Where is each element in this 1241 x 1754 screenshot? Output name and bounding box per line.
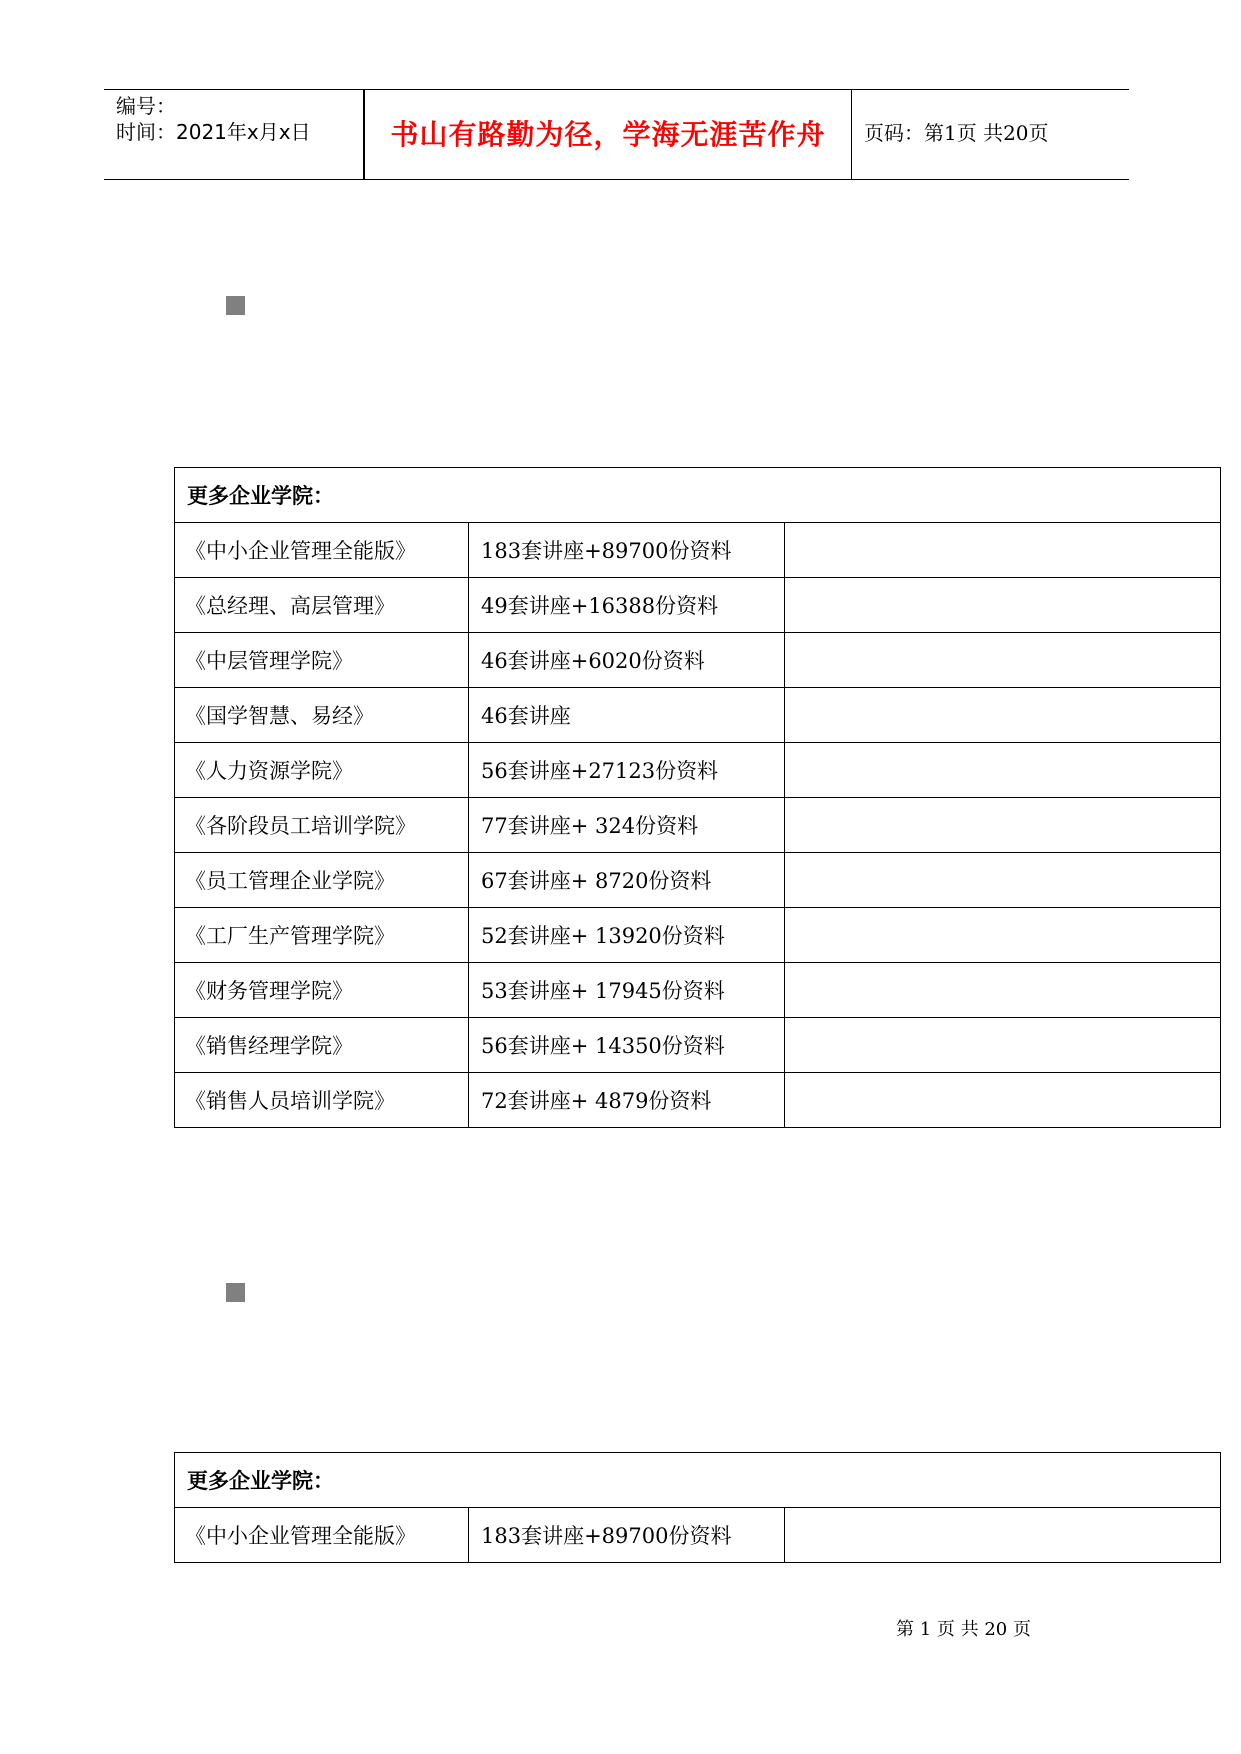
academy-table-continued	[174, 1452, 1221, 1563]
document-time-label: 时间：2021年x月x日	[116, 120, 311, 144]
academy-extra	[785, 963, 1221, 1018]
academy-extra	[785, 1018, 1221, 1073]
table-row	[175, 853, 1221, 908]
table-row	[175, 578, 1221, 633]
academy-content: 77套讲座+ 324份资料	[469, 798, 785, 853]
academy-content: 56套讲座+ 14350份资料	[469, 1018, 785, 1073]
academy-name: 《各阶段员工培训学院》	[175, 798, 469, 853]
academy-name: 《销售经理学院》	[175, 1018, 469, 1073]
academy-name: 《人力资源学院》	[175, 743, 469, 798]
academy-name: 《工厂生产管理学院》	[175, 908, 469, 963]
header-page-cell	[852, 90, 1129, 179]
academy-content: 53套讲座+ 17945份资料	[469, 963, 785, 1018]
academy-extra	[785, 798, 1221, 853]
academy-content: 67套讲座+ 8720份资料	[469, 853, 785, 908]
academy-content: 183套讲座+89700份资料	[469, 523, 785, 578]
header-motto-cell	[365, 90, 852, 179]
academy-content: 183套讲座+89700份资料	[469, 1508, 785, 1563]
header-info-cell	[104, 90, 365, 179]
document-header	[104, 89, 1129, 180]
academy-extra	[785, 523, 1221, 578]
table-row	[175, 963, 1221, 1018]
table-row	[175, 1508, 1221, 1563]
academy-extra	[785, 1508, 1221, 1563]
table-row	[175, 798, 1221, 853]
academy-content: 46套讲座+6020份资料	[469, 633, 785, 688]
academy-name: 《中小企业管理全能版》	[175, 1508, 469, 1563]
table-row	[175, 908, 1221, 963]
table-row	[175, 1073, 1221, 1128]
academy-content: 56套讲座+27123份资料	[469, 743, 785, 798]
table-heading-row	[175, 1453, 1221, 1508]
academy-extra	[785, 578, 1221, 633]
header-motto: 书山有路勤为径，学海无涯苦作舟	[390, 118, 826, 151]
square-bullet-icon	[226, 1283, 245, 1302]
academy-table	[174, 467, 1221, 1128]
page-footer: 第 1 页 共 20 页	[896, 1619, 1031, 1640]
square-bullet-icon	[226, 296, 245, 315]
academy-extra	[785, 688, 1221, 743]
academy-extra	[785, 1073, 1221, 1128]
table-row	[175, 523, 1221, 578]
academy-name: 《国学智慧、易经》	[175, 688, 469, 743]
academy-content: 49套讲座+16388份资料	[469, 578, 785, 633]
table-row	[175, 633, 1221, 688]
table-row	[175, 743, 1221, 798]
table-heading-row	[175, 468, 1221, 523]
academy-name: 《中层管理学院》	[175, 633, 469, 688]
academy-content: 46套讲座	[469, 688, 785, 743]
academy-name: 《员工管理企业学院》	[175, 853, 469, 908]
academy-extra	[785, 633, 1221, 688]
academy-content: 52套讲座+ 13920份资料	[469, 908, 785, 963]
academy-name: 《中小企业管理全能版》	[175, 523, 469, 578]
academy-name: 《总经理、高层管理》	[175, 578, 469, 633]
document-number-label: 编号：	[116, 94, 176, 118]
academy-extra	[785, 908, 1221, 963]
table-heading: 更多企业学院：	[175, 1453, 1221, 1508]
table-row	[175, 1018, 1221, 1073]
academy-name: 《财务管理学院》	[175, 963, 469, 1018]
table-heading: 更多企业学院：	[175, 468, 1221, 523]
academy-extra	[785, 743, 1221, 798]
academy-content: 72套讲座+ 4879份资料	[469, 1073, 785, 1128]
table-row	[175, 688, 1221, 743]
header-page-number: 页码：第1页 共20页	[864, 121, 1049, 145]
academy-extra	[785, 853, 1221, 908]
academy-name: 《销售人员培训学院》	[175, 1073, 469, 1128]
